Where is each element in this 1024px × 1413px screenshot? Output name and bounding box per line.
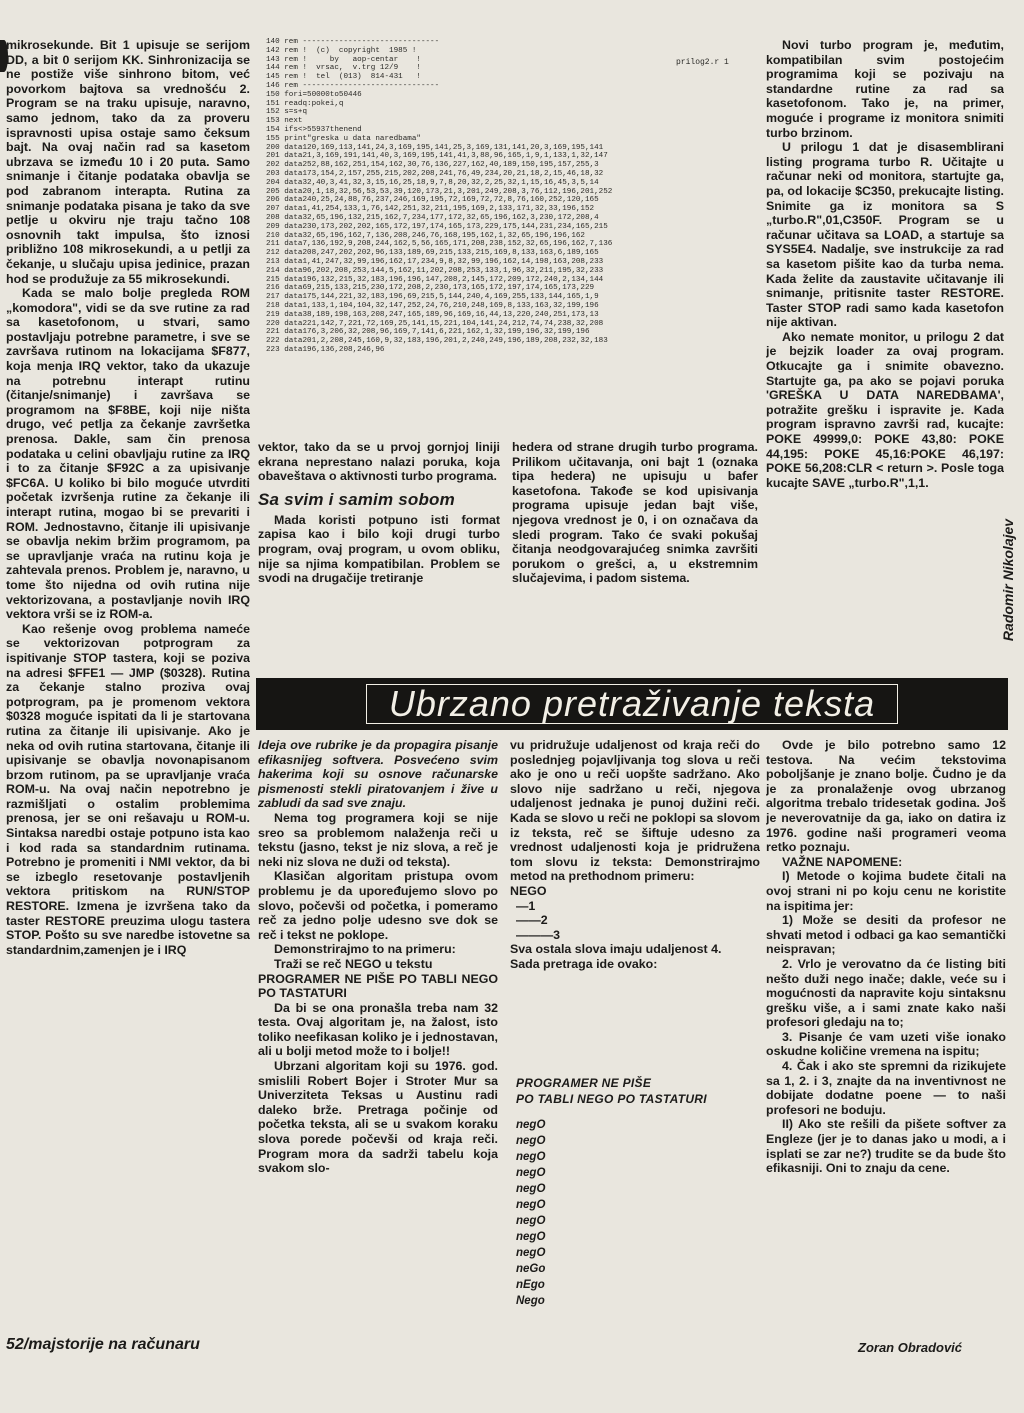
article2-col3-p6: 3. Pisanje će vam uzeti više ionako oskudne količine vremena na ispitu; xyxy=(766,1029,1006,1059)
basic-listing xyxy=(266,38,766,438)
middle-column-a xyxy=(258,440,500,676)
listing-label: prilog2.r 1 xyxy=(676,58,729,67)
right-paragraph-1: Novi turbo program je, međutim, kompatibilan svim postojećim programima koji se pozivaju na standardne rutine za rad sa kasetofonom. Tako je, na primer, moguće i programe iz monitora snimiti turbo brzinom. xyxy=(766,38,1004,140)
middle-a-paragraph-2: Mada koristi potpuno isti format zapisa kao i bilo koji drugi turbo program, ovaj program, u ovom obliku, nije sa njima kompatibilan. Problem se svodi na drugačije tretiranje xyxy=(258,512,500,586)
search-step: negO xyxy=(516,1231,546,1243)
listing-line: 203 data173,154,2,157,255,215,202,208,241,76,49,234,20,21,18,2,15,46,18,32 xyxy=(266,169,604,178)
left-paragraph-1: mikrosekunde. Bit 1 upisuje se serijom DD, a bit 0 serijom KK. Sinhronizacija se ne postiže više sinhrono bitom, već povorkom bajtova sa vrednošću 2. Program se na traku upisuje, naravno, samo jednom, tako da za proveru ispravnosti upisa ostaje samo čeksum bajt. Na ovaj način rad sa kasetom ubrzava se između 10 i 20 puta. Samo snimanje i čitanje podataka obavlja se pod zabranom interapta. Rutina za snimanje podataka pisana je tako da sve petlje u okviru nje traju tačno 108 osnovnih takt impulsa, što iznosi približno 108 mikrosekundi, a u petlji za čekanje, u slučaju upisa jedinice, prazan hod se produžuje za 55 mikrosekundi. xyxy=(6,38,250,286)
right-paragraph-2: U prilogu 1 dat je disasemblirani listing programa turbo R. Učitajte u računar neki od monitora, startujte ga, pa, od lokacije $C350, prekucajte listing. Snimite ga iz monitora sa S „turbo.R",01,C350F. Program se u računar učitava sa LOAD, a startuje sa SYS5E4. Nadalje, sve instrukcije za rad sa kasetom pišite kao da turba nema. Kada želite da zaustavite učitavanje ili snimanje, pritisnite taster RESTORE. Taster STOP radi samo kada kasetofon nije aktivan. xyxy=(766,140,1004,330)
listing-line: 144 rem ! vrsac, v.trg 12/9 ! xyxy=(266,64,421,73)
listing-line: 206 data240,25,24,88,76,237,246,169,195,72,169,72,72,8,76,160,252,120,165 xyxy=(266,196,599,205)
article2-col2-after-1: Sva ostala slova imaju udaljenost 4. xyxy=(510,942,722,957)
article2-col1-p3: Demonstrirajmo to na primeru: xyxy=(274,942,456,957)
search-heading-1: PROGRAMER NE PIŠE xyxy=(516,1076,652,1090)
article2-col3-p5: 2. Vrlo je verovatno da će listing biti nešto duži nego inače; dakle, veće su i mogućnosti da napravite koju sintaksnu grešku više, a i sami znate kako naši profesori gledaju na to; xyxy=(766,956,1006,1030)
search-step: negO xyxy=(516,1135,546,1147)
listing-line: 154 ifs<>55937thenend xyxy=(266,125,362,134)
middle-column-b xyxy=(512,440,758,676)
middle-a-paragraph-1: vektor, tako da se u prvoj gornjoj liniji ekrana neprestano nalazi poruka, koja obaveštava o aktivnosti turbo programa. xyxy=(258,440,500,484)
listing-line: 204 data32,40,3,41,32,3,15,16,25,18,9,7,8,20,32,2,25,32,1,15,16,45,3,5,14 xyxy=(266,178,599,187)
author-side-text: Radomir Nikolajev xyxy=(1000,518,1016,642)
article2-col3-p3: I) Metode o kojima budete čitali na ovoj strani ni po koju cenu ne koristite na ispitima jer: xyxy=(766,869,1006,913)
search-step: negO xyxy=(516,1167,546,1179)
article2-col3-p7: 4. Čak i ako ste spremni da rizikujete sa 1, 2. i 3, znajte da na inventivnost ne dobijate dodatne poene — to naši profesori ne boduju. xyxy=(766,1059,1006,1117)
search-step: negO xyxy=(516,1199,546,1211)
listing-line: 142 rem ! (c) copyright 1985 ! xyxy=(266,46,417,55)
search-steps xyxy=(516,1117,766,1309)
search-step: negO xyxy=(516,1215,546,1227)
listing-line: 201 data21,3,169,191,141,40,3,169,195,141,41,3,88,96,165,1,9,1,133,1,32,147 xyxy=(266,152,608,161)
article2-col2-p1: vu pridružuje udaljenost od kraja reči do poslednjeg pojavljivanja tog slova u reči ako je ono u reči uopšte sadržano. Ako slovo nije sadržano u reči, njegova udaljenost jednaka je punoj dužini reči. Kada se slovo u reči ne poklopi sa slovom iz teksta, reč se šiftuje udesno za vrednost udaljenosti koja je pridružena tom slovu iz teksta: Demonstrirajmo metod na prethodnom primeru: xyxy=(510,738,760,884)
search-demo xyxy=(516,1075,766,1325)
article2-col1-p5: PROGRAMER NE PIŠE PO TABLI NEGO PO TASTATURI xyxy=(258,971,498,1001)
author-side-label xyxy=(994,470,1022,690)
right-paragraph-3: Ako nemate monitor, u prilogu 2 dat je bejzik loader za ovaj program. Otkucajte ga i snimite obavezno. Startujte ga, pa ako se pojavi poruka 'GREŠKA U DATA NAREDBAMA', potražite grešku i ispravite je. Kada program ispravno završi rad, kucajte: POKE 49999,0: POKE 43,80: POKE 44,195: POKE 45,16:POKE 46,197: POKE 56,208:CLR < return >. Posle toga kucajte SAVE „turbo.R",1,1. xyxy=(766,329,1004,490)
listing-line: 150 fori=50000to50446 xyxy=(266,90,362,99)
demo-line: NEGO xyxy=(510,883,547,898)
listing-line: 218 data1,133,1,104,104,32,147,252,24,76,210,248,169,8,133,163,32,199,196 xyxy=(266,301,599,310)
banner-frame xyxy=(366,684,898,724)
article2-col3-p8: II) Ako ste rešili da pišete softver za Engleze (jer je to danas jako u modi, a i isplati se zar ne?) trudite se da bude što efikasniji. Oni to znaju da cene. xyxy=(766,1117,1006,1176)
listing-line: 207 data1,41,254,133,1,76,142,251,32,211,195,169,2,133,171,32,33,196,152 xyxy=(266,205,595,214)
left-column xyxy=(6,38,250,1338)
listing-line: 210 data32,65,196,162,7,136,208,246,76,168,195,162,1,32,65,196,196,162 xyxy=(266,231,585,240)
listing-line: 221 data176,3,206,32,208,96,169,7,141,6,221,162,1,32,199,196,32,199,196 xyxy=(266,328,590,337)
listing-line: 214 data96,202,208,253,144,5,162,11,202,208,253,133,1,96,32,211,195,32,233 xyxy=(266,266,604,275)
article2-col1-p6: Da bi se ona pronašla treba nam 32 testa. Ovaj algoritam je, na žalost, isto toliko neefikasan koliko je i jednostavan, ali u bolji metod može to i bolje!! xyxy=(258,1000,498,1059)
listing-line: 155 print"greska u data naredbama" xyxy=(266,134,421,143)
listing-line: 143 rem ! by aop-centar ! xyxy=(266,55,421,64)
search-step: negO xyxy=(516,1151,546,1163)
listing-line: 146 rem ------------------------------ xyxy=(266,81,440,90)
listing-line: 202 data252,88,162,251,154,162,30,76,136,227,162,40,189,150,195,157,255,3 xyxy=(266,161,599,170)
listing-line: 223 data196,136,208,246,96 xyxy=(266,345,385,354)
article2-col1-p1: Nema tog programera koji se nije sreo sa problemom nalaženja reči u tekstu (jasno, tekst je niz slova, a reč je neki niz slova ne duži od teksta). xyxy=(258,810,498,869)
listing-line: 219 data38,189,198,163,208,247,165,189,96,169,16,44,13,220,240,251,173,13 xyxy=(266,310,599,319)
listing-line: 211 data7,136,192,9,208,244,162,5,56,165,171,208,238,152,32,65,196,162,7,136 xyxy=(266,240,613,249)
search-step: negO xyxy=(516,1247,546,1259)
listing-line: 152 s=s+q xyxy=(266,108,308,117)
search-heading-2: PO TABLI NEGO PO TASTATURI xyxy=(516,1092,707,1106)
right-top-column xyxy=(766,38,1004,678)
article2-author: Zoran Obradović xyxy=(858,1340,963,1355)
article2-col3-p4: 1) Može se desiti da profesor ne shvati metod i odbaci ga kao semantički neispravan; xyxy=(766,913,1006,957)
demo-line: ———3 xyxy=(516,927,561,942)
listing-line: 151 readq:pokei,q xyxy=(266,99,344,108)
listing-line: 216 data69,215,133,215,230,172,208,2,230,173,165,172,197,174,165,173,229 xyxy=(266,284,595,293)
search-step: nEgo xyxy=(516,1279,545,1291)
search-step: Nego xyxy=(516,1295,545,1307)
listing-line: 213 data1,41,247,32,99,196,162,17,234,9,8,32,99,196,162,14,198,163,208,233 xyxy=(266,257,604,266)
middle-b-paragraph-1: hedera od strane drugih turbo programa. Prilikom učitavanja, oni bajt 1 (oznaka tipa hedera) ne upisuju u bafer kasetofona. Takođe se kod upisivanja programa upisuje jedan bajt više, njegova vrednost je 0, i on označava da sledi program. Tako će svaki pokušaj čitanja neodgovarajućeg snimka završiti porukom o grešci, a, u ekstremnim slučajevima, i padom sistema. xyxy=(512,440,758,586)
article2-col1-p2: Klasičan algoritam pristupa ovom problemu je da upoređujemo slovo po slovo, počevši od početka, i pomeramo reč za jedno polje udesno sve dok se reč i tekst ne poklope. xyxy=(258,869,498,942)
subhead: Sa svim i samim sobom xyxy=(258,489,455,509)
listing-line: 153 next xyxy=(266,117,303,126)
search-step: negO xyxy=(516,1183,546,1195)
listing-line: 145 rem ! tel (013) 814-431 ! xyxy=(266,73,421,82)
left-paragraph-2: Kada se malo bolje pregleda ROM „komodora", vidi se da sve rutine za rad sa kasetofonom, u stvari, samo postavljaju potrebne parametre, i sve se završava rutinom na lokacijama $F877, koja menja IRQ vektor, tako da ukazuje na potrebnu interapt rutinu (čitanje/snimanje) i završava se programom na $F8BE, koji nije ništa drugo, već petlja za čekanje završetka prenosa. Dakle, sam čin prenosa podataka u celini obavljaju rutine za IRQ i to za čitanje $F92C a za upisivanje $FC6A. U koliko bi bilo moguće utvrditi početak izvršenja rutine za čekanje ili interapt rutina, mogao bi se prevariti i ROM. Jednostavno, čitanje ili upisivanje se obavlja nekim bržim programom, pa se upravljanje vraća na rutinu koja je zahtevala prenos. Problem je, naravno, u tome što nijedna od ovih rutina nije vektorizovana, a postavljanje novih IRQ vektora vrši se iz ROM-a. xyxy=(6,286,250,622)
listing-line: 205 data20,1,18,32,56,53,53,39,120,173,21,3,201,249,208,3,76,112,196,201,252 xyxy=(266,187,613,196)
article-banner xyxy=(256,678,1008,730)
article2-col3-p2: VAŽNE NAPOMENE: xyxy=(782,854,903,869)
listing-line: 200 data120,169,113,141,24,3,169,195,141,25,3,169,131,141,20,3,169,195,141 xyxy=(266,143,604,152)
article2-col1-p7: Ubrzani algoritam koji su 1976. god. smislili Robert Bojer i Stroter Mur sa Univerziteta Teksas u Austinu radi daleko brže. Pretraga počinje od početka teksta, ali se u svakom koraku slova porede počevši od kraja reči. Program mora da sadrži tabelu koja svakom slo- xyxy=(258,1059,498,1176)
left-paragraph-3: Kao rešenje ovog problema nameće se vektorizovan potprogram za ispitivanje STOP tastera, koji se poziva na adresi $FFE1 — JMP ($0328). Rutina za čekanje stalno proziva ovaj potprogram, pa je promenom vektora $0328 moguće ispitati da li je startovana rutina za čitanje ili upisivanje. Ako je neka od ovih rutina startovana, čitanje ili upisivanje se obavlja novonapisanom brzom rutinom, pa se upravljanje vraća ROM-u. Na ovaj način nepotrebno je razmišljati o ostalim problemima prenosa, jer se oni rešavaju u ROM-u. Sintaksa naredbi ostaje potpuno ista kao i kod rada sa standardnim rutinama. Potrebno je promeniti i NMI vektor, da bi se izbeglo resetovanje postavljenih vektora pritiskom na RUN/STOP RESTORE. Izmena je izvršena tako da taster RESTORE preuzima ulogu tastera STOP. Pošto su sve naredbe istovetne sa standardnim,zamenjen je i IRQ xyxy=(6,621,250,957)
article2-column-3 xyxy=(766,738,1006,1338)
listing-line: 215 data196,132,215,32,183,196,196,147,208,2,145,172,209,172,240,2,134,144 xyxy=(266,275,604,284)
listing-line: 140 rem ------------------------------ xyxy=(266,38,440,46)
listing-line: 217 data175,144,221,32,183,196,69,215,5,144,240,4,169,255,133,144,165,1,9 xyxy=(266,293,599,302)
search-step: neGo xyxy=(516,1263,546,1275)
demo-line: —1 xyxy=(516,898,536,913)
page-footer-label: 52/majstorije na računaru xyxy=(6,1336,200,1353)
article2-col3-p1: Ovde je bilo potrebno samo 12 testova. Na većim tekstovima poboljšanje je znano bolje. Čudno je da je za pronalaženje ovog ubrzanog algoritma trebalo tridesetak godina. Još je neverovatnije da ga, iako on datira iz 1976. godine naši programeri veoma retko poznaju. xyxy=(766,738,1006,855)
article2-column-1 xyxy=(258,738,498,1358)
search-step: negO xyxy=(516,1119,546,1131)
listing-line: 212 data208,247,202,202,96,133,189,69,215,133,215,169,8,133,163,6,189,165 xyxy=(266,249,599,258)
article2-col1-p4: Traži se reč NEGO u tekstu xyxy=(274,956,433,971)
listing-line: 208 data32,65,196,132,215,162,7,234,177,172,32,65,196,162,3,230,172,208,4 xyxy=(266,213,599,222)
article2-col2-after-2: Sada pretraga ide ovako: xyxy=(510,956,658,971)
demo-block xyxy=(510,884,760,942)
listing-line: 220 data221,142,7,221,72,169,25,141,15,221,104,141,24,212,74,74,238,32,208 xyxy=(266,319,604,328)
listing-line: 222 data201,2,208,245,160,9,32,183,196,201,2,240,249,196,189,208,232,32,183 xyxy=(266,337,608,346)
article2-intro: Ideja ove rubrike je da propagira pisanje efikasnijeg softvera. Posvećeno svim hakerima koji su osnove računarske pismenosti stekli piratovanjem i žive u zabludi da sad sve znaju. xyxy=(258,738,498,811)
banner-title: Ubrzano pretraživanje teksta xyxy=(388,683,876,724)
demo-line: ——2 xyxy=(516,913,548,928)
listing-line: 209 data230,173,202,202,165,172,197,174,165,173,229,175,144,231,234,165,215 xyxy=(266,222,608,231)
